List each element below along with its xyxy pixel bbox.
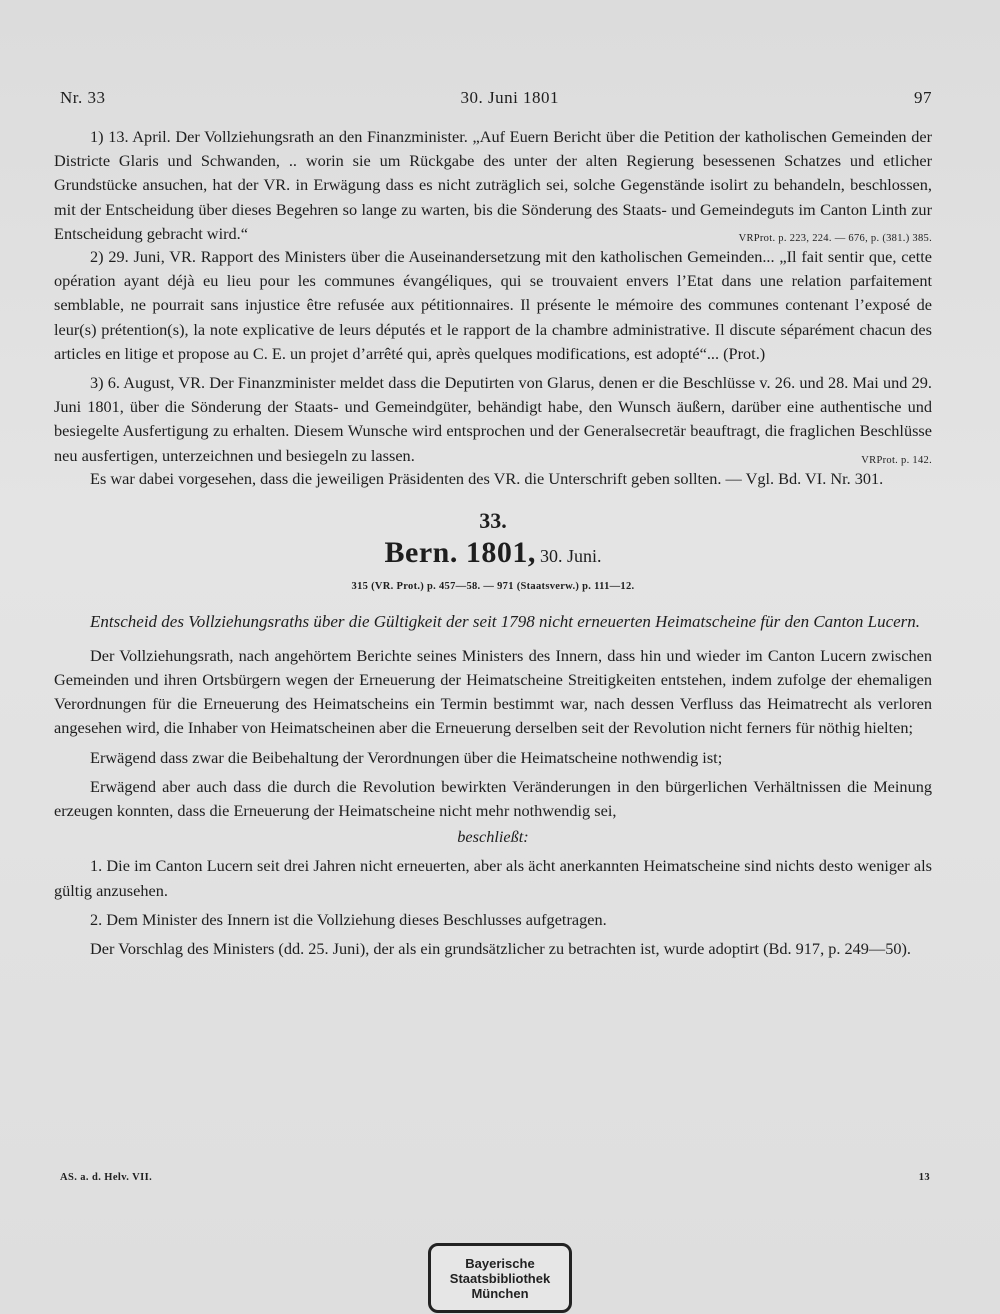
note-paragraph-1-text: 1) 13. April. Der Vollziehungsrath an den Finanzminister. „Auf Euern Bericht über die Petition der katholischen Gemeinden der Districte Glaris und Schwanden, .. worin sie um Rückgabe des unter der alten Regierung besessenen Schatzes und etlicher Grundstücke ansuchen, hat der VR. in Erwägung dass es nicht zuträglich sei, solche Gegenstände isolirt zu behandeln, beschlossen, mit der Entscheidung über dieses Begehren so lange zu warten, bis die Sönderung des Staats- und Gemeindeguts im Canton Linth zur Entscheidung gebracht wird.“ — [54, 127, 932, 243]
archive-reference: 315 (VR. Prot.) p. 457—58. — 971 (Staatsverw.) p. 111—12. — [351, 581, 635, 593]
note-paragraph-2: 2) 29. Juni, VR. Rapport des Ministers über die Auseinandersetzung mit den katholischen Gemeinden... „Il fait sentir que, cette opération ayant déjà eu lieu pour les communes évangéliques, qui se trouvaient envers l’Etat dans une relation parfaitement semblable, ne pourrait sans injustice être refusée aux pétitionnaires. Il présente le mémoire des communes contenant l’exposé de leur(s) prétention(s), la note explicative de leurs députés et le rapport de la chambre administrative. Il discute séparément chacun des articles en litige et propose au C. E. un projet d’arrêté qui, après quelques modifications, est adopté“... (Prot.) — [54, 247, 932, 363]
decree-paragraph-3: Erwägend aber auch dass die durch die Revolution bewirkten Veränderungen in den bürgerlichen Verhältnissen die Meinung erzeugen konnten, dass die Erneuerung der Heimatscheine nicht mehr nothwendig sei, — [54, 776, 932, 821]
note-paragraph-1-reference: VRProt. p. 223, 224. — 676, p. (381.) 385. — [738, 233, 932, 245]
decree-paragraph-2: Erwägend dass zwar die Beibehaltung der Verordnungen über die Heimatscheine nothwendig ist; — [90, 747, 723, 767]
stamp-line-1: Bayerische — [465, 1255, 535, 1271]
page-body — [54, 125, 932, 961]
stamp-line-3: München — [471, 1285, 529, 1301]
note-paragraph-3-reference: VRProt. p. 142. — [861, 454, 932, 466]
decree-article-1: 1. Die im Canton Lucern seit drei Jahren nicht erneuerten, aber als ächt anerkannten Heimatscheine sind nichts desto weniger als gültig anzusehen. — [54, 856, 932, 900]
note-paragraph-3-text: 3) 6. August, VR. Der Finanzminister meldet dass die Deputirten von Glarus, denen er die Beschlüsse v. 26. und 28. Mai und 29. Juni 1801, über die Sönderung der Staats- und Gemeindgüter, behändigt habe, den Wunsch äußern, darüber eine authentische und besiegelte Ausfertigung zu erhalten. Diesem Wunsche wird entsprochen und der Generalsecretär beauftragt, die fraglichen Beschlüsse neu ausfertigen, unterzeichnen und besiegeln zu lassen. — [54, 373, 932, 465]
decree-paragraph-1: Der Vollziehungsrath, nach angehörtem Berichte seines Ministers des Innern, dass hin und wieder im Canton Lucern zwischen Gemeinden und ihren Ortsbürgern wegen der Erneuerung der Heimatscheine Streitigkeiten entstehen, indem zufolge der ehemaligen Verordnungen für die Erneuerung des Heimatscheins ein Termin bestimmt war, nach dessen Verfluss das Heimatrecht als verloren angesehen wird, die Inhaber von Heimatscheinen aber die Erneuerung derselben seit der Revolution nicht ferners für nöthig hielten; — [54, 645, 932, 738]
decree-resolves: beschließt: — [457, 827, 529, 847]
note-paragraph-4: Es war dabei vorgesehen, dass die jeweiligen Präsidenten des VR. die Unterschrift geben sollten. — Vgl. Bd. VI. Nr. 301. — [90, 468, 884, 488]
decree-closing-note: Der Vorschlag des Ministers (dd. 25. Juni), der als ein grundsätzlicher zu betrachten ist, wurde adoptirt (Bd. 917, p. 249—50). — [90, 939, 911, 959]
decree-article-2: 2. Dem Minister des Innern ist die Vollziehung dieses Beschlusses aufgetragen. — [90, 909, 607, 929]
running-header — [60, 88, 932, 108]
page-footer — [60, 1172, 930, 1183]
header-doc-number: Nr. 33 — [60, 88, 106, 107]
document-number: 33. — [479, 508, 507, 534]
footer-signature-number: 13 — [918, 1172, 930, 1183]
document-summary: Entscheid des Vollziehungsraths über die Gültigkeit der seit 1798 nicht erneuerten Heimatscheine für den Canton Lucern. — [90, 611, 921, 631]
document-place-date — [54, 536, 932, 570]
stamp-line-2: Staatsbibliothek — [449, 1270, 551, 1286]
footer-series: AS. a. d. Helv. VII. — [60, 1172, 153, 1183]
header-date: 30. Juni 1801 — [460, 88, 560, 107]
document-place: Bern. 1801, — [384, 536, 536, 570]
document-date: 30. Juni. — [539, 546, 602, 567]
library-stamp — [428, 1243, 572, 1313]
header-page-number: 97 — [914, 88, 932, 107]
note-paragraph-1 — [54, 125, 932, 246]
